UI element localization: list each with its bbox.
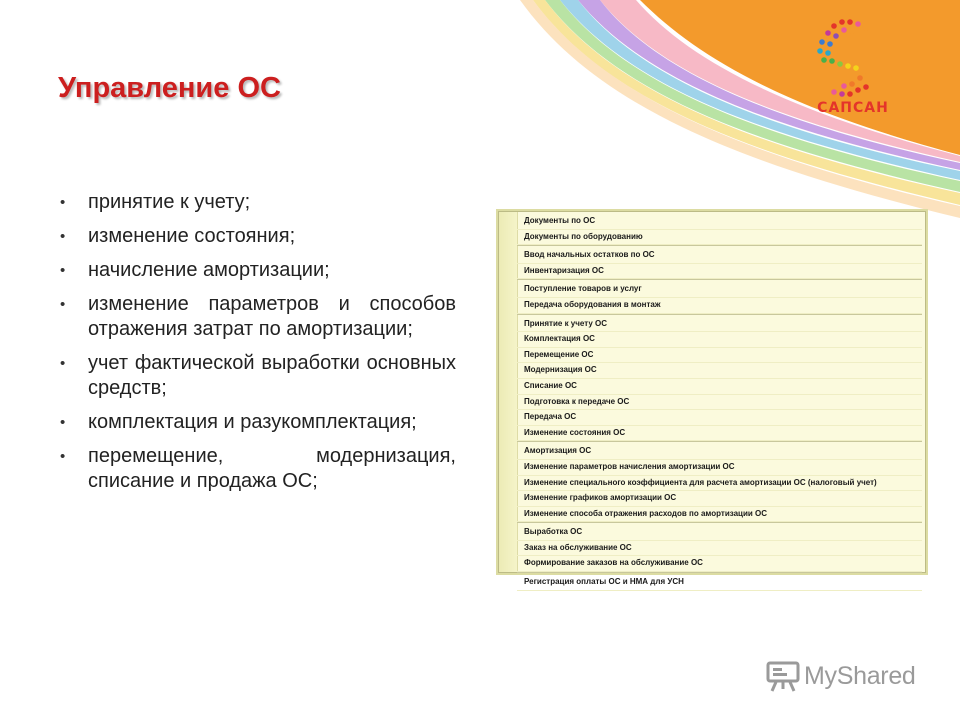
- bullet-dot-icon: •: [60, 296, 66, 313]
- slide-title: Управление ОС: [58, 72, 281, 104]
- menu-item[interactable]: Поступление товаров и услуг: [517, 282, 922, 298]
- watermark-text: MyShared: [804, 661, 916, 690]
- menu-item[interactable]: Изменение графиков амортизации ОС: [517, 491, 922, 507]
- menu-item[interactable]: Изменение состояния ОС: [517, 426, 922, 442]
- bullet-item: [60, 410, 456, 435]
- bullet-item: [60, 444, 456, 494]
- bullet-dot-icon: •: [60, 194, 66, 211]
- presentation-board-icon: [766, 660, 800, 692]
- bullet-text: начисление амортизации;: [88, 259, 330, 281]
- menu-item[interactable]: Выработка ОС: [517, 525, 922, 541]
- bullet-item: [60, 258, 456, 283]
- menu-item[interactable]: Передача ОС: [517, 410, 922, 426]
- menu-icon-strip: [499, 212, 518, 572]
- bullet-text: изменение состояния;: [88, 225, 296, 247]
- os-management-menu: [498, 211, 926, 587]
- bullet-dot-icon: •: [60, 414, 66, 431]
- menu-item[interactable]: Ввод начальных остатков по ОС: [517, 248, 922, 264]
- bullet-item: [60, 224, 456, 249]
- menu-item[interactable]: Подготовка к передаче ОС: [517, 395, 922, 411]
- bullet-dot-icon: •: [60, 262, 66, 279]
- menu-item[interactable]: Формирование заказов на обслуживание ОС: [517, 556, 922, 572]
- bullet-text: принятие к учету;: [88, 191, 251, 213]
- menu-item[interactable]: Модернизация ОС: [517, 363, 922, 379]
- bullet-dot-icon: •: [60, 448, 66, 465]
- menu-item[interactable]: Перемещение ОС: [517, 348, 922, 364]
- menu-item[interactable]: Заказ на обслуживание ОС: [517, 541, 922, 557]
- menu-item[interactable]: Комплектация ОС: [517, 332, 922, 348]
- bullet-item: [60, 190, 456, 215]
- menu-item[interactable]: Документы по ОС: [517, 214, 922, 230]
- menu-item[interactable]: Документы по оборудованию: [517, 230, 922, 246]
- menu-item[interactable]: Изменение способа отражения расходов по амортизации ОС: [517, 507, 922, 523]
- bullet-text: учет фактической выработки основных средств;: [88, 352, 456, 399]
- bullet-text: изменение параметров и способов отражения затрат по амортизации;: [88, 293, 456, 340]
- menu-items: [517, 214, 922, 591]
- menu-item[interactable]: Регистрация оплаты ОС и НМА для УСН: [517, 575, 922, 591]
- bullet-item: [60, 351, 456, 401]
- bullet-item: [60, 292, 456, 342]
- menu-item[interactable]: Списание ОС: [517, 379, 922, 395]
- menu-item[interactable]: Амортизация ОС: [517, 444, 922, 460]
- menu-item[interactable]: Изменение специального коэффициента для расчета амортизации ОС (налоговый учет): [517, 476, 922, 492]
- bullet-dot-icon: •: [60, 228, 66, 245]
- logo-text: САПСАН: [817, 100, 889, 116]
- menu-item[interactable]: Инвентаризация ОС: [517, 264, 922, 280]
- myshared-watermark: [766, 656, 916, 696]
- bullet-list: [60, 190, 456, 503]
- bullet-dot-icon: •: [60, 355, 66, 372]
- bullet-text: комплектация и разукомплектация;: [88, 411, 417, 433]
- bullet-text: перемещение, модернизация, списание и продажа ОС;: [88, 445, 456, 492]
- menu-item[interactable]: Принятие к учету ОС: [517, 317, 922, 333]
- menu-item[interactable]: Передача оборудования в монтаж: [517, 298, 922, 314]
- menu-item[interactable]: Изменение параметров начисления амортизации ОС: [517, 460, 922, 476]
